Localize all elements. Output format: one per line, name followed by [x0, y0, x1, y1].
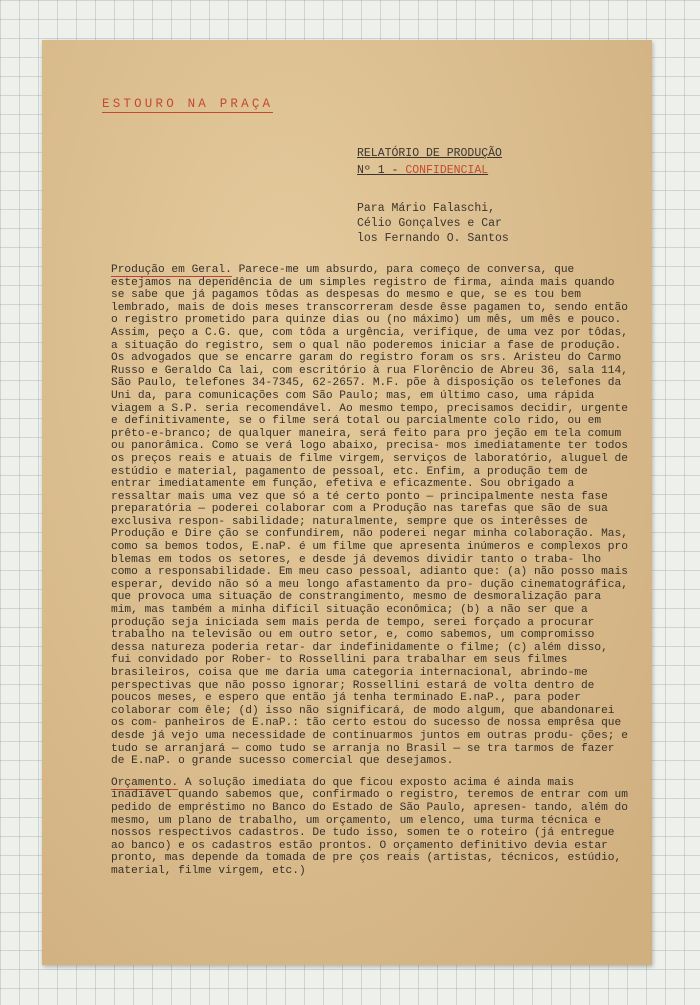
document-heading: ESTOURO NA PRAÇA [102, 97, 274, 111]
recipient-line: los Fernando O. Santos [357, 232, 509, 245]
report-header [357, 145, 502, 179]
recipient-line: Célio Gonçalves e Car [357, 217, 502, 230]
report-title: RELATÓRIO DE PRODUÇÃO [357, 147, 502, 160]
paragraph-budget [111, 777, 631, 878]
paragraph-production [111, 264, 631, 768]
paragraph-lead: Produção em Geral. [111, 264, 232, 276]
paragraph-text: Parece-me um absurdo, para começo de conversa, que estejamos na dependência de um simples registro de firma, ainda mais quando se sabe que já pagamos tôdas as despesas do mesmo e que, se es tou bem lembrado, mais de dois meses transcorreram desde êsse pagamen to, sendo então o registro prometido para quinze dias ou (no máximo) um mês, um mês e pouco. Assim, peço a C.G. que, com tôda a urgência, verifique, de uma vez por tôdas, a situação do registro, sem o qual não poderemos iniciar a fase de produção. Os advogados que se encarre garam do registro foram os srs. Aristeu do Carmo Russo e Geraldo Ca lai, com escritório à rua Florêncio de Abreu 36, sala 114, São Paulo, telefones 34-7345, 62-2657. M.F. põe à disposição os telefones da Uni da, para comunicações com São Paulo; mas, em último caso, uma rápida viagem a S.P. seria recomendável. Ao mesmo tempo, precisamos decidir, urgente e definitivamente, se o filme será total ou parcialmente colo rido, ou em prêto-e-branco; de qualquer maneira, será feito para pro jeção em tela comum ou panorâmica. Como se verá logo abaixo, precisa- mos imediatamente ter todos os preços reais e atuais de filme virgem, serviços de laboratório, aluguel de estúdio e material, pagamento de pessoal, etc. Enfim, a produção tem de entrar imediatamente em função, efetiva e eficazmente. Sou obrigado a ressaltar mais uma vez que só a té certo ponto — principalmente nesta fase preparatória — poderei colaborar com a Produção nas tarefas que são de sua exclusiva respon- sabilidade; naturalmente, sempre que os interêsses de Produção e Dire ção se confundirem, não poderei negar minha colaboração. Mas, como sa bemos todos, E.naP. é um filme que apresenta inúmeros e complexos pro blemas em todos os setores, e desde já devemos dividir tanto o traba- lho como a responsabilidade. Em meu caso pessoal, adianto que: (a) não posso mais esperar, devido não só a meu longo afastamento da pro- dução cinematográfica, que provoca uma situação de constrangimento, mesmo de desmoralização para mim, mas também a minha difícil situação econômica; (b) a não ser que a produção seja iniciada sem mais perda de tempo, serei forçado a procurar trabalho na televisão ou em outro setor, e, como sabemos, um compromisso dessa natureza poderia retar- dar indefinidamente o filme; (c) além disso, fui convidado por Rober- to Rossellini para trabalhar em seus filmes brasileiros, coisa que me daria uma categoria internacional, abrindo-me perspectivas que não posso ignorar; Rossellini estará de volta dentro de poucos meses, e espero que então já tenha terminado E.naP., para poder colaborar com êle; (d) isso não significará, de modo algum, que abandonarei os com- panheiros de E.naP.: tão certo estou do sucesso de nossa emprêsa que desde já vejo uma necessidade de continuarmos juntos em outras produ- ções; e tudo se arranjará — como tudo se arranja no Brasil — se tra tarmos de fazer de E.naP. o grande sucesso comercial que desejamos. [111, 264, 628, 768]
report-number: Nº 1 - [357, 164, 406, 177]
recipients-block [357, 201, 509, 246]
paragraph-lead: Orçamento. [111, 776, 179, 789]
body-text [111, 264, 631, 878]
confidential-label: CONFIDENCIAL [405, 164, 489, 177]
recipient-line: Para Mário Falaschi, [357, 202, 496, 215]
paragraph-text: A solução imediata do que ficou exposto acima é ainda mais inadiável quando sabemos que, confirmado o registro, teremos de entrar com um pedido de empréstimo no Banco do Estado de São Paulo, apresen- tando, além do mesmo, um plano de trabalho, um orçamento, um elenco, uma turma técnica e nossos respectivos cadastros. De tudo isso, somen te o roteiro (já entregue ao banco) e os cadastros estão prontos. O orçamento definitivo devia estar pronto, mas depende da tomada de pre ços reais (artistas, técnicos, estúdio, material, filme virgem, etc.) [111, 776, 628, 877]
typewritten-page [42, 40, 652, 965]
report-number-line [357, 162, 502, 179]
